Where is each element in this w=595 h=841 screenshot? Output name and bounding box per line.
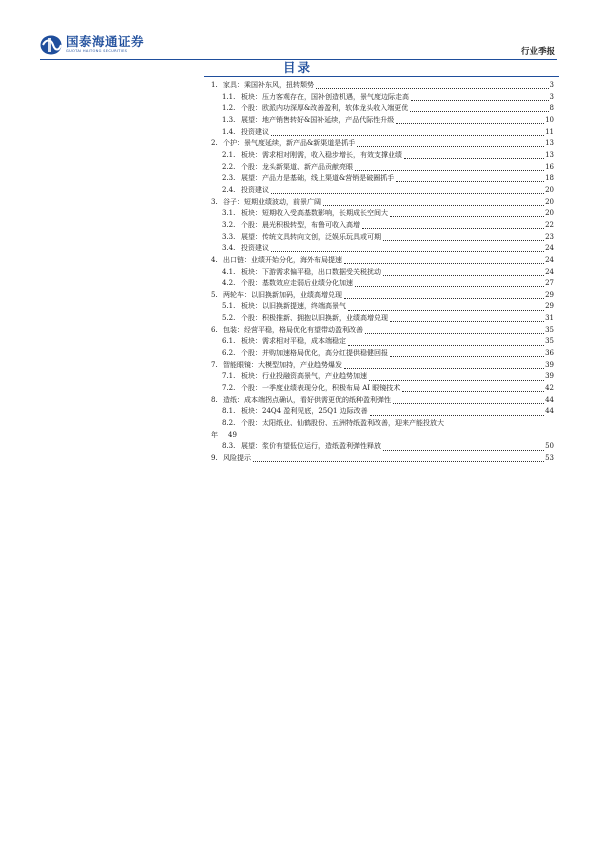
toc-dot-leader [323, 205, 544, 206]
toc-entry[interactable] [211, 371, 554, 383]
toc-entry-title: 两轮车：以旧换新加码，业绩高增兑现 [223, 290, 342, 299]
toc-entry-title: 个股：晨光积极转型，布鲁可收入高增 [241, 220, 360, 229]
toc-entry-title: 投资建议 [241, 185, 269, 194]
toc-entry-number: 4.2. [222, 279, 236, 288]
toc-entry-number: 1. [211, 81, 218, 89]
toc-entry-number: 2.4. [222, 185, 236, 194]
toc-entry-page: 16 [545, 162, 554, 171]
toc-entry-page: 13 [545, 150, 554, 159]
toc-entry-number: 4.1. [222, 267, 236, 276]
toc-entry[interactable] [211, 336, 554, 348]
toc-entry[interactable] [211, 278, 554, 290]
toc-entry-title: 板块：压力客观存在，国补创造机遇，景气度边际走高 [241, 92, 409, 101]
toc-dot-leader [271, 193, 544, 194]
toc-dot-leader [344, 368, 544, 369]
toc-dot-leader [396, 181, 544, 182]
toc-entry-page: 49 [228, 430, 237, 439]
toc-entry-title: 板块：短期收入受高基数影响，长期成长空间大 [241, 209, 388, 218]
toc-entry-page: 3 [549, 81, 554, 89]
toc-entry-number: 6.1. [222, 337, 236, 346]
toc-entry[interactable] [211, 360, 554, 372]
toc-dot-leader [404, 158, 544, 159]
toc-entry-page: 18 [545, 174, 554, 183]
toc-dot-leader [402, 391, 544, 392]
toc-entry-title: 包装：经营平稳，格局优化有望带动盈利改善 [223, 325, 363, 334]
toc-entry-page: 24 [545, 244, 554, 253]
toc-entry-page: 35 [545, 325, 554, 334]
toc-entry-title: 板块：行业投融资高景气，产业趋势加速 [241, 372, 367, 381]
toc-title: 目录 [282, 60, 312, 75]
toc-entry-number: 1.1. [222, 92, 236, 101]
toc-dot-leader [411, 100, 549, 101]
toc-entry-number: 3.4. [222, 244, 236, 253]
toc-dot-leader [344, 263, 544, 264]
toc-entry[interactable] [211, 243, 554, 255]
toc-entry-page: 53 [545, 454, 554, 462]
toc-entry-title: 家具：乘国补东风，扭转颓势 [223, 81, 314, 89]
toc-entry[interactable] [211, 92, 554, 104]
toc-dot-leader [253, 461, 544, 462]
toc-entry-title: 个股：积极推新、拥抱以旧换新，业绩高增兑现 [241, 314, 388, 323]
toc-entry-title: 谷子：短期业绩波动，前景广阔 [223, 197, 321, 206]
toc-dot-leader [348, 310, 544, 311]
toc-entry-page: 50 [545, 442, 554, 451]
toc-entry[interactable] [211, 173, 554, 185]
toc-entry-title: 板块：下游需求偏平稳，出口数据受关税扰动 [241, 267, 381, 276]
toc-dot-leader [348, 345, 544, 346]
toc-entry[interactable] [211, 255, 554, 267]
toc-entry-number: 3.3. [222, 232, 236, 241]
toc-entry-number: 8.2. [222, 419, 236, 428]
toc-entry-title: 板块：以旧换新提速，终端高景气 [241, 302, 346, 311]
toc-entry[interactable] [211, 453, 554, 465]
toc-entry-page: 27 [545, 279, 554, 288]
toc-entry-page: 39 [545, 360, 554, 369]
toc-entry-number: 3. [211, 197, 218, 206]
toc-entry[interactable] [211, 197, 554, 209]
toc-entry-title: 投资建议 [241, 244, 269, 253]
toc-entry-title: 出口链：业绩开始分化，海外布局提速 [223, 255, 342, 264]
report-type-label: 行业季报 [520, 47, 555, 57]
toc-dot-leader [271, 251, 544, 252]
toc-entry[interactable] [211, 115, 554, 127]
toc-entry-page: 24 [545, 267, 554, 276]
toc-entry-page: 42 [545, 384, 554, 393]
toc-entry-page: 23 [545, 232, 554, 241]
toc-entry-page: 11 [545, 127, 554, 136]
toc-entry-title: 板块：24Q4 盈利见底，25Q1 边际改善 [241, 407, 368, 416]
logo-english-name: GUOTAI HAITONG SECURITIES [66, 48, 128, 53]
toc-entry-number: 7.1. [222, 372, 236, 381]
toc-entry-number: 7.2. [222, 384, 236, 393]
toc-entry-number: 7. [211, 360, 218, 369]
toc-entry-page: 31 [545, 314, 554, 323]
toc-entry[interactable] [211, 162, 554, 174]
toc-entry-title: 展望：地产销售转好&国补延续，产品代际性升级 [241, 115, 395, 124]
toc-entry-title: 个股：龙头新渠道、新产品贡献亮眼 [241, 162, 353, 171]
toc-dot-leader [357, 146, 544, 147]
toc-entry-number: 3.1. [222, 209, 236, 218]
toc-entry-title: 个股：太阳纸业、仙鹤股份、五洲特纸盈利改善，迎来产能投放大 [241, 419, 444, 428]
toc-dot-leader [271, 135, 544, 136]
toc-entry[interactable] [211, 325, 554, 337]
toc-dot-leader [393, 403, 544, 404]
toc-entry[interactable] [211, 290, 554, 302]
toc-entry-title: 展望：产品力是基础，线上渠道&营销是破圈抓手 [241, 174, 395, 183]
toc-entry-title: 个股：基数效应走弱后业绩分化加速 [241, 279, 353, 288]
toc-entry-number: 6.2. [222, 349, 236, 358]
toc-entry[interactable] [211, 220, 554, 232]
toc-entry[interactable] [211, 418, 554, 441]
toc-entry-title: 个股：一季度业绩表现分化，积极布局 AI 眼镜技术 [241, 384, 401, 393]
toc-entry-title: 展望：浆价有望低位运行，造纸盈利弹性释放 [241, 442, 381, 451]
toc-entry-number: 3.2. [222, 220, 236, 229]
toc-entry-number: 5.1. [222, 302, 236, 311]
company-logo [40, 33, 144, 57]
toc-entry-title-continuation: 年 [211, 430, 218, 439]
toc-entry-page: 20 [545, 185, 554, 194]
toc-entry-number: 8. [211, 395, 218, 404]
toc-entry-number: 1.3. [222, 115, 236, 124]
toc-entry-title: 板块：需求相对平稳，成本端稳定 [241, 337, 346, 346]
toc-entry-number: 4. [211, 255, 218, 264]
toc-entry-page: 36 [545, 349, 554, 358]
toc-dot-leader [344, 298, 544, 299]
toc-entry[interactable] [211, 267, 554, 279]
toc-entry-number: 8.3. [222, 442, 236, 451]
toc-entry-page: 3 [549, 92, 554, 101]
toc-entry-number: 6. [211, 325, 218, 334]
toc-entry-page: 44 [545, 407, 554, 416]
toc-entry-page: 10 [545, 115, 554, 124]
toc-entry-page: 8 [549, 104, 554, 113]
toc-entry-page: 39 [545, 372, 554, 381]
toc-entry[interactable] [211, 395, 554, 407]
toc-dot-leader [362, 228, 544, 229]
toc-dot-leader [390, 356, 544, 357]
toc-entry-page: 13 [545, 139, 554, 148]
toc-entry-title: 个护：景气度延续，新产品&新渠道是抓手 [223, 139, 356, 148]
toc-entry[interactable] [211, 383, 554, 395]
toc-entry[interactable] [211, 348, 554, 360]
toc-entry[interactable] [211, 150, 554, 162]
toc-dot-leader [369, 380, 544, 381]
toc-entry-title: 风险提示 [223, 454, 251, 462]
toc-entry-number: 2. [211, 139, 218, 148]
toc-entry-title: 造纸：成本端拐点确认，看好供需更优的纸种盈利弹性 [223, 395, 391, 404]
toc-entry-page: 20 [545, 209, 554, 218]
toc-entry-number: 5. [211, 290, 218, 299]
toc-dot-leader [390, 321, 544, 322]
toc-entry-page: 24 [545, 255, 554, 264]
toc-dot-leader [355, 286, 544, 287]
toc-entry-title: 展望：传统文具转向文创，泛娱乐玩具或可期 [241, 232, 381, 241]
toc-dot-leader [396, 123, 544, 124]
toc-entry-page: 35 [545, 337, 554, 346]
toc-entry[interactable] [211, 313, 554, 325]
toc-entry-number: 9. [211, 454, 218, 462]
toc-entry[interactable] [211, 406, 554, 418]
toc-entry[interactable] [211, 103, 554, 115]
toc-dot-leader [383, 275, 544, 276]
toc-entry-page: 44 [545, 395, 554, 404]
toc-entry-page: 20 [545, 197, 554, 206]
toc-entry-number: 5.2. [222, 314, 236, 323]
toc-entry-number: 1.4. [222, 127, 236, 136]
toc-entry-page: 29 [545, 290, 554, 299]
toc-entry-title: 个股：欧派内功深厚&改善盈利，软体龙头收入端更优 [241, 104, 409, 113]
toc-entry[interactable] [211, 441, 554, 453]
toc-entry[interactable] [211, 138, 554, 150]
toc-dot-leader [365, 333, 544, 334]
toc-entry-number: 2.1. [222, 150, 236, 159]
toc-dot-leader [355, 170, 544, 171]
toc-entry-title: 投资建议 [241, 127, 269, 136]
toc-entry[interactable] [211, 232, 554, 244]
toc-entry-page: 22 [545, 220, 554, 229]
toc-dot-leader [370, 415, 544, 416]
toc-entry-number: 1.2. [222, 104, 236, 113]
logo-mark-icon [40, 35, 62, 55]
toc-entry-number: 2.3. [222, 174, 236, 183]
toc-entry-number: 8.1. [222, 407, 236, 416]
table-of-contents [211, 80, 554, 465]
toc-entry[interactable] [211, 301, 554, 313]
toc-title-divider [204, 76, 559, 77]
toc-dot-leader [383, 450, 544, 451]
logo-chinese-name: 国泰海通证券 [66, 34, 145, 50]
toc-entry-number: 2.2. [222, 162, 236, 171]
toc-entry[interactable] [211, 127, 554, 139]
toc-entry-page: 29 [545, 302, 554, 311]
toc-entry[interactable] [211, 185, 554, 197]
toc-dot-leader [390, 216, 544, 217]
toc-dot-leader [383, 240, 544, 241]
toc-entry-title: 板块：需求相对刚需，收入稳步增长，有效支撑业绩 [241, 150, 402, 159]
toc-entry[interactable] [211, 80, 554, 92]
toc-dot-leader [410, 111, 548, 112]
toc-entry[interactable] [211, 208, 554, 220]
toc-dot-leader [316, 88, 549, 89]
toc-entry-title: 个股：并购加速格局优化，高分红提供稳健回报 [241, 349, 388, 358]
toc-entry-title: 智能眼镜：大模型加持，产业趋势爆发 [223, 360, 342, 369]
